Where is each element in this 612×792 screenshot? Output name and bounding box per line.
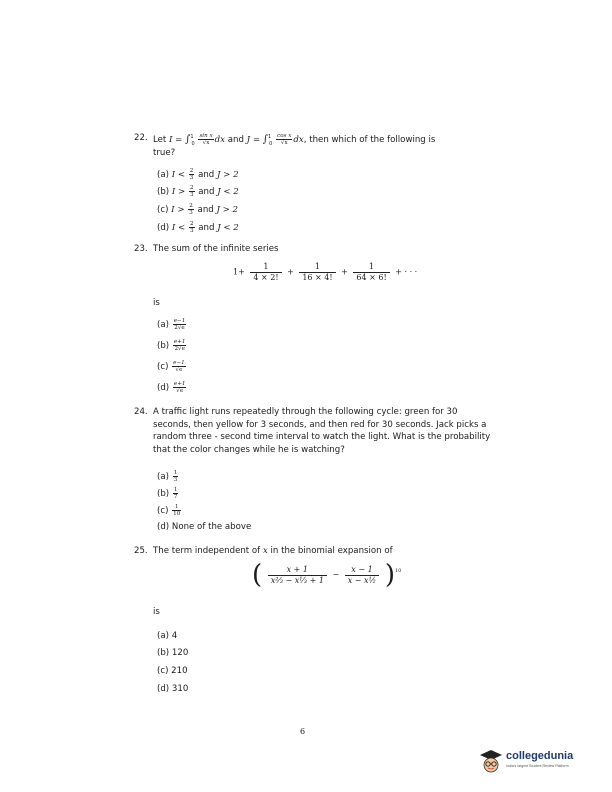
q25-option-b: (b) 120 [157, 648, 189, 658]
question-24-text: A traffic light runs repeatedly through the following cycle: green for 30 seconds, then yellow for 3 seconds, and then red for 30 seconds. Jack picks a random three - second time interval to watch the light. What is the probability that the color changes while he is watching? [153, 407, 491, 455]
q24-option-b: (b) $\frac{1}{7}$ [157, 487, 178, 500]
q25-is: is [153, 607, 160, 617]
q25-option-d: (d) 310 [157, 684, 189, 694]
question-23-number: 23. [134, 244, 148, 254]
logo-tagline: India's largest Student Review Platform [506, 764, 569, 768]
series-term-3: $\frac{1}{64 \times 6!}$ [353, 262, 389, 283]
question-25-number: 25. [134, 546, 148, 556]
q23-option-a: (a) $\frac{e-1}{2√e}$ [157, 318, 186, 331]
q22-option-a: (a) I < $\frac{2}{3}$ and J > 2 [157, 168, 239, 181]
question-23-text: The sum of the infinite series [153, 244, 279, 254]
logo-wordmark: collegedunia [506, 750, 574, 762]
q24-option-a: (a) $\frac{1}{3}$ [157, 470, 178, 483]
collegedunia-logo [478, 748, 588, 778]
q22-option-b: (b) I > $\frac{2}{3}$ and J < 2 [157, 185, 239, 198]
q23-is: is [153, 298, 160, 308]
q23-option-d: (d) $\frac{e+1}{√e}$ [157, 381, 186, 394]
question-25-text: The term independent of x in the binomial expansion of [153, 546, 393, 556]
question-22-text: Let I = ∫$^1_0$ $\frac{\text{sin x}}{√x}$ dx and J = ∫$^1_0$ $\frac{\text{cos x}}{√x}$ dx, then which of the following is [153, 133, 436, 147]
q23-series: 1+ $\frac{1}{4 \times 2!}$ + $\frac{1}{16 \times 4!}$ + $\frac{1}{64 \times 6!}$ + · · · [233, 262, 418, 282]
question-24-number: 24. [134, 407, 148, 417]
question-22-number: 22. [134, 133, 148, 143]
q22-option-d: (d) I < $\frac{2}{3}$ and J < 2 [157, 221, 239, 234]
series-term-2: $\frac{1}{16 \times 4!}$ [299, 262, 335, 283]
q25-option-a: (a) 4 [157, 631, 178, 641]
q25-option-c: (c) 210 [157, 666, 188, 676]
page-number: 6 [300, 727, 306, 736]
q22-option-c: (c) I > $\frac{2}{3}$ and J > 2 [157, 203, 239, 216]
q25-binomial-expression: ( $\frac{x + 1}{\text{x⅔ − x⅓ + 1}}$ − $\frac{x - 1}{\text{x − x½}}$ )$^{10}$ [252, 560, 402, 590]
q24-option-d: (d) None of the above [157, 522, 252, 532]
binomial-term-1: $\frac{x + 1}{\text{x⅔ − x⅓ + 1}}$ [268, 565, 327, 586]
q24-option-c: (c) $\frac{1}{10}$ [157, 504, 181, 517]
q23-option-c: (c) $\frac{e-1}{√e}$ [157, 360, 185, 373]
graduate-mascot-icon [478, 748, 504, 776]
question-22-text-cont: true? [153, 148, 176, 158]
binomial-term-2: $\frac{x - 1}{\text{x − x½}}$ [345, 565, 380, 586]
q23-option-b: (b) $\frac{e+1}{2√e}$ [157, 339, 186, 352]
series-term-1: $\frac{1}{4 \times 2!}$ [250, 262, 281, 283]
